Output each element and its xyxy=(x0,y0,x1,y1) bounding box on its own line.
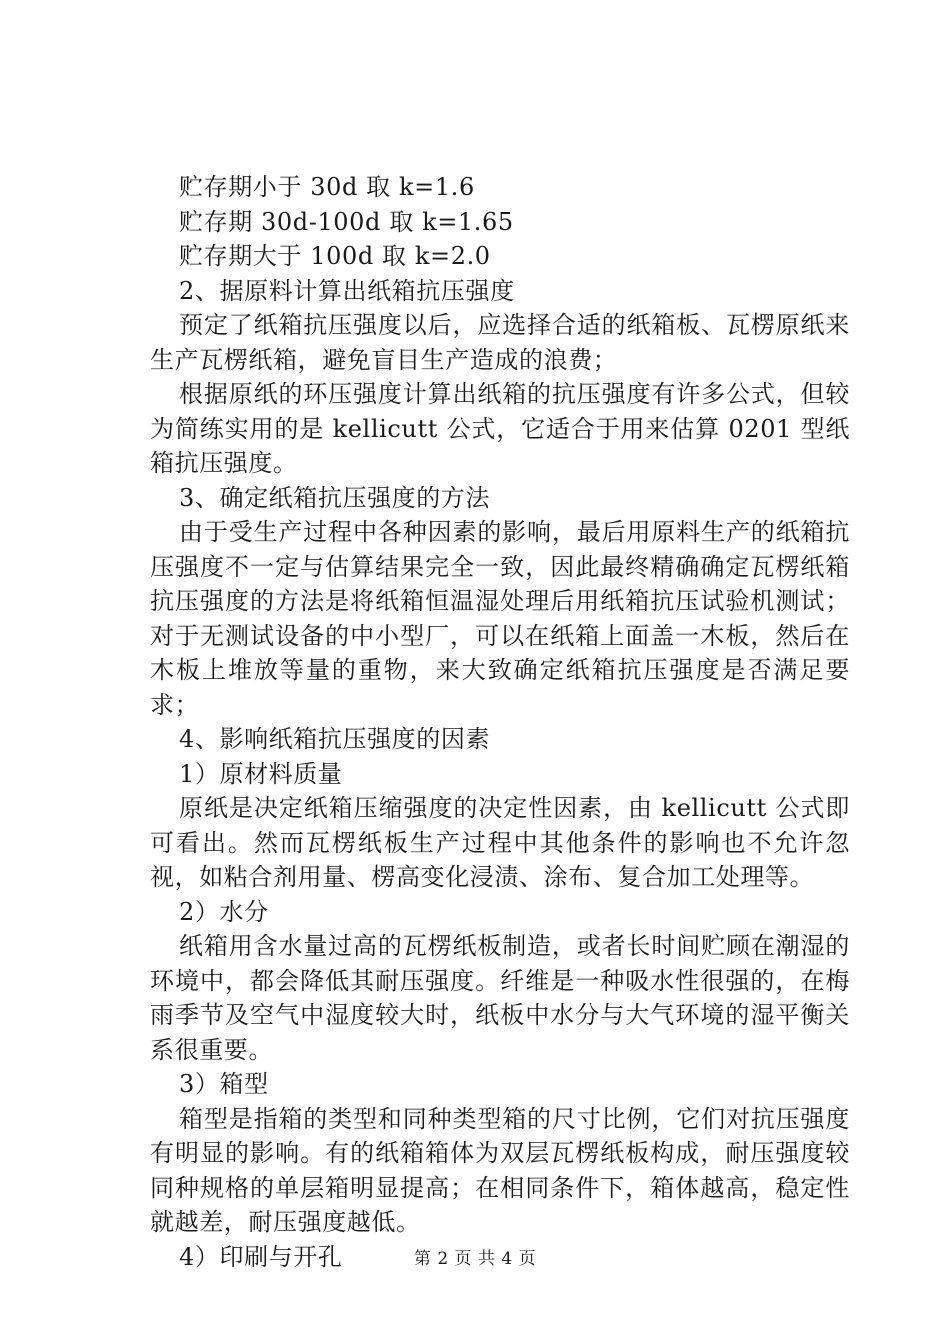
subsection-heading: 1）原材料质量 xyxy=(179,759,343,788)
subsection-heading: 3）箱型 xyxy=(179,1070,269,1098)
paragraph: 由于受生产过程中各种因素的影响，最后用原料生产的纸箱抗压强度不一定与估算结果完全一致，因此最终精确确定瓦楞纸箱抗压强度的方法是将纸箱恒温湿处理后用纸箱抗压试验机测试；对于无测试设备的中小型厂，可以在纸箱上面盖一木板，然后在木板上堆放等量的重物，来大致确定纸箱抗压强度是否满足要求； xyxy=(150,518,850,719)
paragraph: 箱型是指箱的类型和同种类型箱的尺寸比例，它们对抗压强度有明显的影响。有的纸箱箱体为双层瓦楞纸板构成，耐压强度较同种规格的单层箱明显提高；在相同条件下，箱体越高，稳定性就越差，耐压强度越低。 xyxy=(150,1104,850,1236)
paragraph: 纸箱用含水量过高的瓦楞纸板制造，或者长时间贮顾在潮湿的环境中，都会降低其耐压强度。纤维是一种吸水性很强的，在梅雨季节及空气中湿度较大时，纸板中水分与大气环境的湿平衡关系很重要。 xyxy=(150,932,850,1064)
section-heading: 2、据原料计算出纸箱抗压强度 xyxy=(179,276,515,305)
section-heading: 3、确定纸箱抗压强度的方法 xyxy=(179,483,491,512)
page-footer: 第 2 页 共 4 页 xyxy=(413,1249,537,1269)
section-heading: 4、影响纸箱抗压强度的因素 xyxy=(179,725,491,753)
paragraph: 根据原纸的环压强度计算出纸箱的抗压强度有许多公式，但较为简练实用的是 kellicutt 公式，它适合于用来估算 0201 型纸箱抗压强度。 xyxy=(150,380,850,477)
subsection-heading: 4）印刷与开孔 xyxy=(179,1242,343,1271)
storage-rule-line: 贮存期大于 100d 取 k=2.0 xyxy=(179,242,491,270)
subsection-heading: 2）水分 xyxy=(179,897,269,926)
paragraph: 预定了纸箱抗压强度以后，应选择合适的纸箱板、瓦楞原纸来生产瓦楞纸箱，避免盲目生产造成的浪费； xyxy=(150,311,850,374)
storage-rule-line: 贮存期 30d-100d 取 k=1.65 xyxy=(179,207,514,236)
body-text xyxy=(150,170,850,1274)
storage-rule-line: 贮存期小于 30d 取 k=1.6 xyxy=(179,173,475,201)
paragraph: 原纸是决定纸箱压缩强度的决定性因素，由 kellicutt 公式即可看出。然而瓦楞纸板生产过程中其他条件的影响也不允许忽视，如粘合剂用量、楞高变化浸渍、涂布、复合加工处理等。 xyxy=(150,794,850,891)
